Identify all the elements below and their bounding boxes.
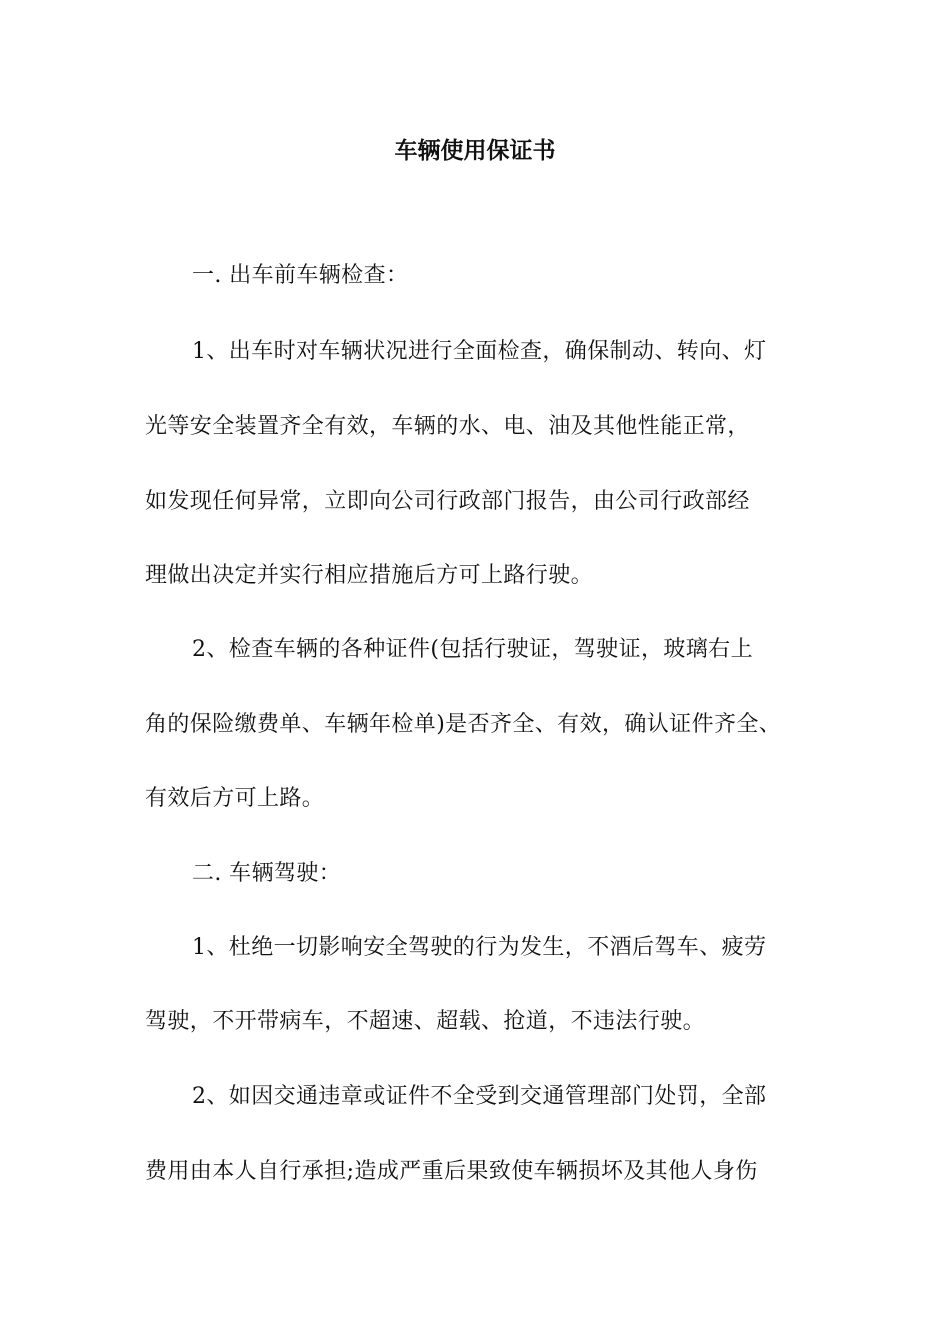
paragraph-line: 1、出车时对车辆状况进行全面检查，确保制动、转向、灯	[192, 339, 767, 364]
paragraph-line: 2、如因交通违章或证件不全受到交通管理部门处罚，全部	[192, 1084, 767, 1109]
section-heading-1: 一. 出车前车辆检查：	[192, 263, 409, 288]
paragraph-line: 角的保险缴费单、车辆年检单)是否齐全、有效，确认证件齐全、	[145, 712, 782, 737]
section-heading-2: 二. 车辆驾驶：	[192, 861, 342, 886]
document-title: 车辆使用保证书	[394, 138, 556, 164]
paragraph-line: 1、杜绝一切影响安全驾驶的行为发生，不酒后驾车、疲劳	[192, 935, 767, 960]
paragraph-line: 2、检查车辆的各种证件(包括行驶证，驾驶证，玻璃右上	[192, 637, 753, 662]
paragraph-line: 驾驶，不开带病车，不超速、超载、抢道，不违法行驶。	[145, 1009, 706, 1034]
paragraph-line: 费用由本人自行承担;造成严重后果致使车辆损坏及其他人身伤	[145, 1159, 758, 1184]
paragraph-line: 如发现任何异常，立即向公司行政部门报告，由公司行政部经	[145, 489, 750, 514]
paragraph-line: 理做出决定并实行相应措施后方可上路行驶。	[145, 563, 594, 588]
paragraph-line: 光等安全装置齐全有效，车辆的水、电、油及其他性能正常，	[145, 414, 750, 439]
paragraph-line: 有效后方可上路。	[145, 786, 325, 811]
